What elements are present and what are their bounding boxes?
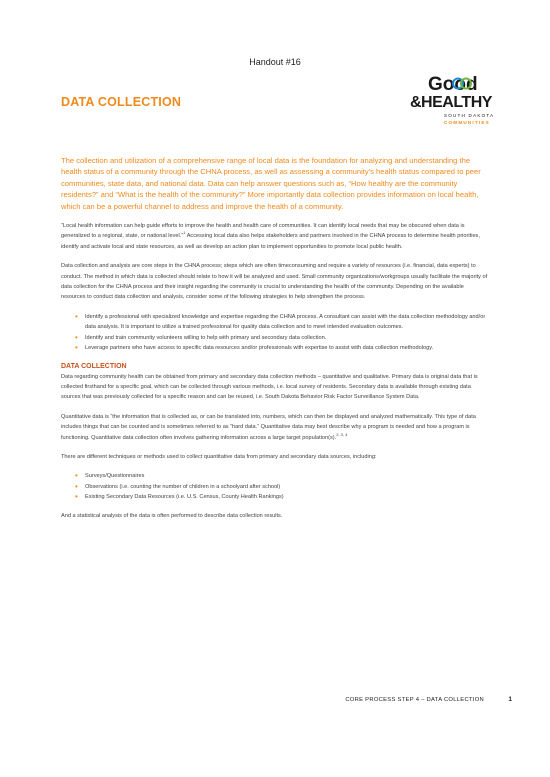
bullet-icon: • [75, 481, 78, 491]
page-number: 1 [508, 696, 512, 703]
list-item-text: Identify a professional with specialized knowledge and expertise regarding the CHNA process. A consultant can assist with the data collection methodology and/or data analysis. It is important to utilize a trained professional for quality data collection and to meet intended evaluation outcomes. [85, 313, 486, 331]
strategy-list [75, 312, 489, 354]
logo-communities: COMMUNITIES [444, 120, 490, 125]
bullet-icon: • [75, 332, 78, 342]
section-heading: DATA COLLECTION [61, 362, 127, 370]
page-footer [0, 697, 550, 709]
list-item [75, 312, 489, 333]
paragraph-quantitative [61, 412, 489, 443]
intro-paragraph: The collection and utilization of a comprehensive range of local data is the foundation for analyzing and understanding the health status of a community through the CHNA process, as well as assessing a community's health status compared to peer communities, state data, and national data. Data can help answer questions such as, “How healthy are the community residents?” and “What is the health of the community?” More importantly data collection provides information on local health, which can be a powerful channel to address and improve the health of a community. [61, 156, 481, 211]
list-item [75, 471, 489, 481]
paragraph-quantitative-text: Quantitative data is “the information that is collected as, or can be translated into, numbers, which can then be displayed and analyzed mathematically. This type of data includes things that can be counted and is sometimes referred to as “hard data.” Quantitative data may best describe why a program is needed and how a program is functioning. Quantitative data collection often involves gathering information across a large target population(s). [61, 413, 476, 441]
paragraph-data-sources: Data regarding community health can be obtained from primary and secondary data collection methods – quantitative and qualitative. Primary data is original data that is collected firsthand for a specific goal, which can be collected through various methods, i.e. local survey of residents. Secondary data is available through existing data sources that was previously collected for a specific reason and can be reused, i.e. South Dakota Behavior Risk Factor Surveillance System Data. [61, 373, 478, 401]
paragraph-local-health-rest: Accessing local data also helps stakeholders and partners involved in the CHNA process to determine health priorities, identify and activate local and state resources, as well as develop an action plan to implement opportunities to promote local public health. [61, 233, 480, 250]
list-item-text: Surveys/Questionnaires [85, 473, 145, 480]
bullet-icon: • [75, 343, 78, 353]
footnote-ref-1: 1 [183, 230, 186, 236]
footer-label: CORE PROCESS STEP 4 – DATA COLLECTION [345, 697, 484, 703]
logo-healthy: &HEALTHY [410, 94, 492, 111]
list-item-text: Leverage partners who have access to specific data resources and/or professionals with expertise to assist with data collection methodology. [85, 345, 434, 352]
list-item [75, 333, 489, 343]
bullet-icon: • [75, 471, 78, 481]
bullet-icon: • [75, 311, 78, 321]
list-item [75, 492, 489, 502]
main-content [61, 155, 489, 530]
bullet-icon: • [75, 492, 78, 502]
logo-good: Good [428, 74, 478, 95]
paragraph-techniques-intro: There are different techniques or methods used to collect quantitative data from primary and secondary data sources, including: [61, 453, 377, 460]
paragraph-core-steps: Data collection and analysis are core steps in the CHNA process; steps which are often timeconsuming and require a variety of resources (i.e. financial, data experts) to conduct. The method in which data is collected should relate to how it will be analyzed and used. Small community organizations/workgroups usually facilitate the majority of data collection for the CHNA process and their insight regarding the community is crucial to understanding the health of the community. Depending on the available resources to conduct data collection and analysis, consider some of the following strategies to help strengthen the process. [61, 263, 488, 301]
list-item [75, 343, 489, 353]
handout-number: Handout #16 [249, 57, 301, 67]
paragraph-local-health [61, 221, 489, 252]
page-title: DATA COLLECTION [61, 95, 182, 109]
logo-south-dakota: SOUTH DAKOTA [444, 113, 495, 118]
good-and-healthy-logo [410, 70, 514, 132]
list-item-text: Observations (i.e. counting the number of children in a schoolyard after school) [85, 483, 281, 490]
list-item-text: Existing Secondary Data Resources (i.e. U.S. Census, County Health Rankings) [85, 494, 284, 501]
paragraph-statistical: And a statistical analysis of the data is often performed to describe data collection results. [61, 512, 283, 519]
list-item-text: Identify and train community volunteers willing to help with primary and secondary data collection. [85, 334, 327, 341]
paragraph-local-health-quote: “Local health information can help guide efforts to improve the health and health care of communities. It can identify local needs that may be obscured when data is generalized to a regional, state, or national level.” [61, 223, 465, 240]
technique-list [75, 471, 489, 502]
list-item [75, 482, 489, 492]
footnote-ref-2-3-4: 2, 3, 4 [336, 431, 348, 437]
